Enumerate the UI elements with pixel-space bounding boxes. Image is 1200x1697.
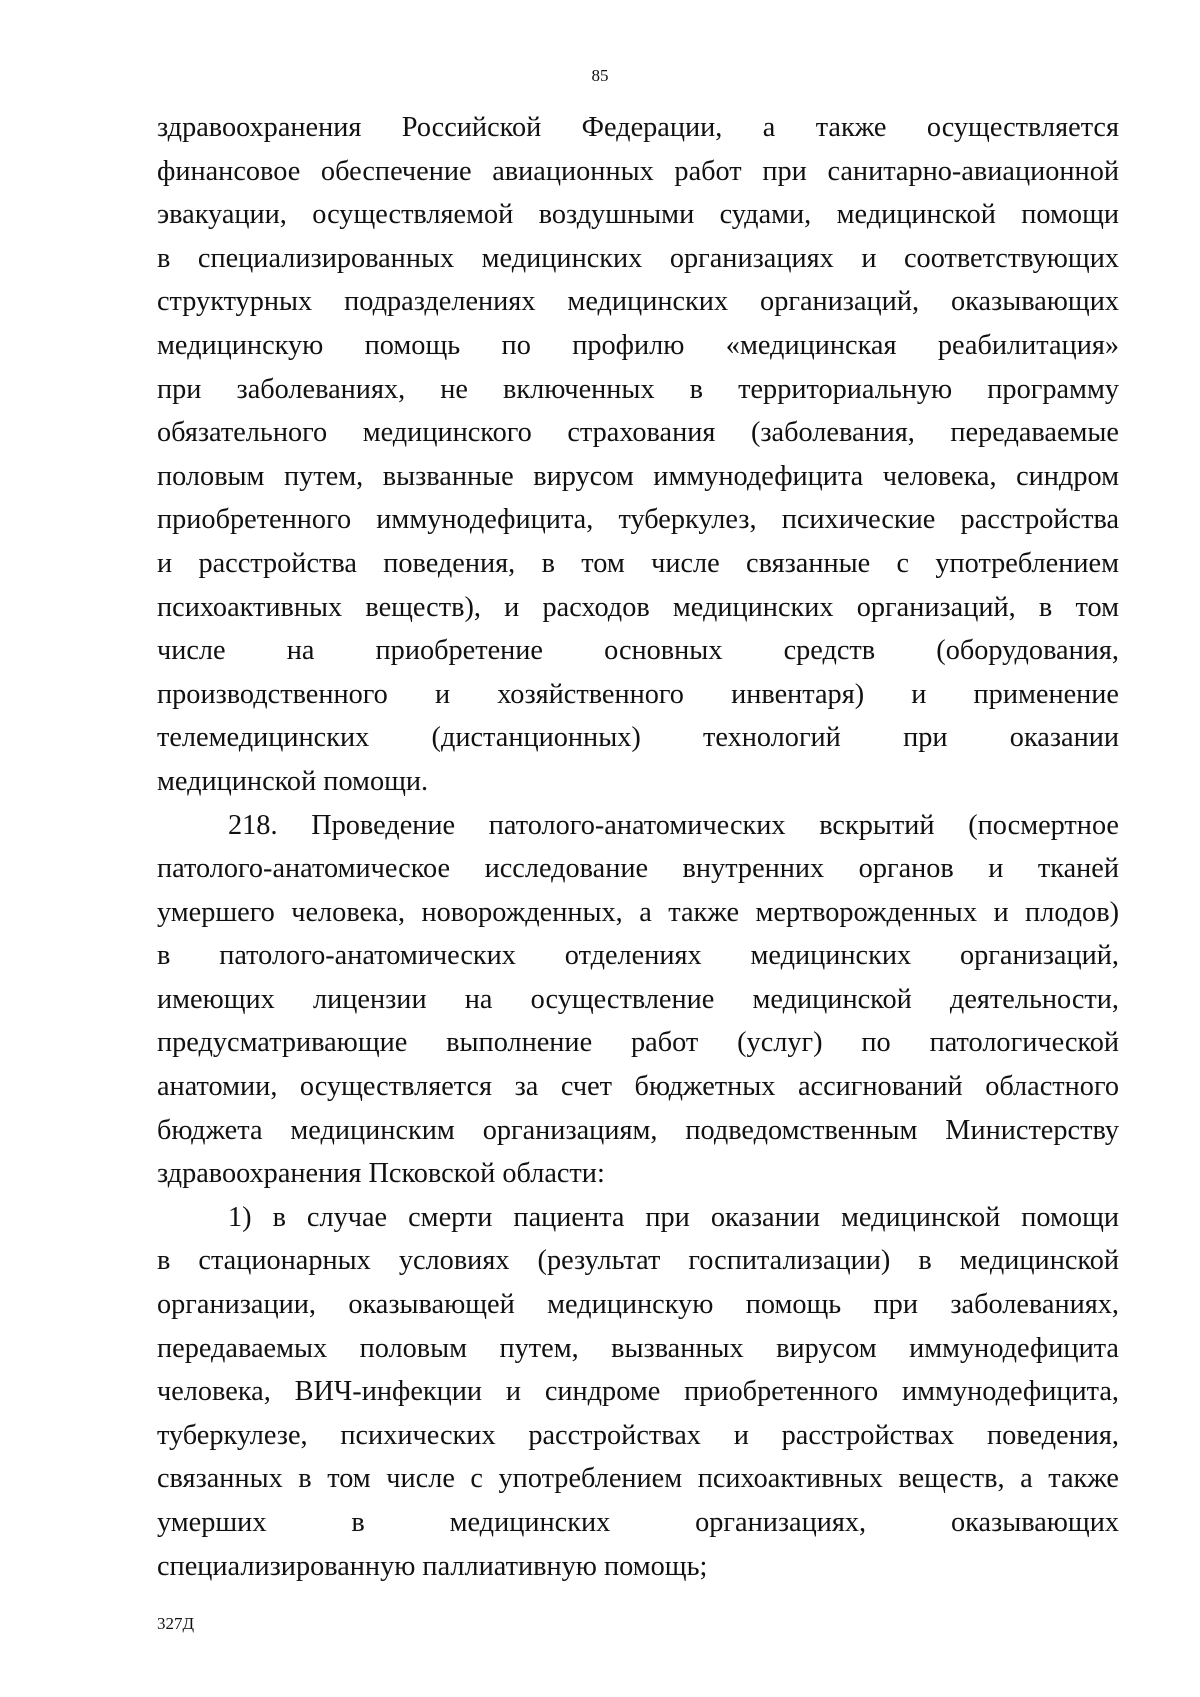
text-line: патолого-анатомическое исследование внутренних органов и тканей: [157, 853, 1119, 885]
text-line: анатомии, осуществляется за счет бюджетных ассигнований областного: [157, 1071, 1119, 1103]
text-line: телемедицинских (дистанционных) технологий при оказании: [157, 722, 1119, 754]
text-line: умерших в медицинских организациях, оказывающих: [157, 1507, 1119, 1538]
text-line: числе на приобретение основных средств (оборудования,: [157, 635, 1119, 667]
text-line: финансовое обеспечение авиационных работ при санитарно-авиационной: [157, 155, 1119, 187]
text-line: специализированную паллиативную помощь;: [157, 1550, 708, 1582]
text-line: и расстройства поведения, в том числе связанные с употреблением: [157, 547, 1119, 579]
text-line: здравоохранения Псковской области:: [157, 1158, 605, 1190]
text-line: производственного и хозяйственного инвентаря) и применение: [157, 678, 1119, 710]
page-number: 85: [591, 66, 609, 85]
text-line: бюджета медицинским организациям, подведомственным Министерству: [157, 1114, 1119, 1146]
text-line: при заболеваниях, не включенных в территориальную программу: [157, 373, 1119, 405]
text-line: медицинскую помощь по профилю «медицинская реабилитация»: [157, 329, 1119, 361]
text-line: в патолого-анатомических отделениях медицинских организаций,: [157, 940, 1119, 972]
text-line: 1) в случае смерти пациента при оказании медицинской помощи: [228, 1201, 1119, 1233]
text-line: обязательного медицинского страхования (заболевания, передаваемые: [157, 417, 1119, 449]
text-line: туберкулезе, психических расстройствах и расстройствах поведения,: [157, 1419, 1119, 1451]
paragraph-subitem-1: [157, 1196, 1119, 1588]
text-line: связанных в том числе с употреблением психоактивных веществ, а также: [157, 1463, 1119, 1495]
text-line: психоактивных веществ), и расходов медицинских организаций, в том: [157, 591, 1119, 623]
text-line: эвакуации, осуществляемой воздушными судами, медицинской помощи: [157, 199, 1119, 231]
text-line: передаваемых половым путем, вызванных вирусом иммунодефицита: [157, 1332, 1119, 1364]
document-code: 327Д: [157, 1614, 195, 1633]
text-line: имеющих лицензии на осуществление медицинской деятельности,: [157, 983, 1119, 1015]
text-line: структурных подразделениях медицинских организаций, оказывающих: [157, 286, 1119, 318]
text-line: умершего человека, новорожденных, а также мертворожденных и плодов): [157, 896, 1119, 928]
text-line: в специализированных медицинских организациях и соответствующих: [157, 242, 1119, 274]
text-line: медицинской помощи.: [157, 765, 429, 797]
text-line: предусматривающие выполнение работ (услуг) по патологической: [157, 1027, 1119, 1059]
text-line: в стационарных условиях (результат госпитализации) в медицинской: [157, 1245, 1119, 1277]
text-line: здравоохранения Российской Федерации, а также осуществляется: [157, 112, 1119, 143]
document-body: [157, 106, 1119, 1588]
text-line: 218. Проведение патолого-анатомических вскрытий (посмертное: [228, 809, 1119, 841]
text-line: человека, ВИЧ-инфекции и синдроме приобретенного иммунодефицита,: [157, 1376, 1119, 1408]
text-line: организации, оказывающей медицинскую помощь при заболеваниях,: [157, 1289, 1119, 1321]
text-line: приобретенного иммунодефицита, туберкулез, психические расстройства: [157, 504, 1119, 536]
text-line: половым путем, вызванные вирусом иммунодефицита человека, синдром: [157, 460, 1119, 492]
paragraph-218: [157, 804, 1119, 1196]
paragraph-continuation: [157, 106, 1119, 804]
